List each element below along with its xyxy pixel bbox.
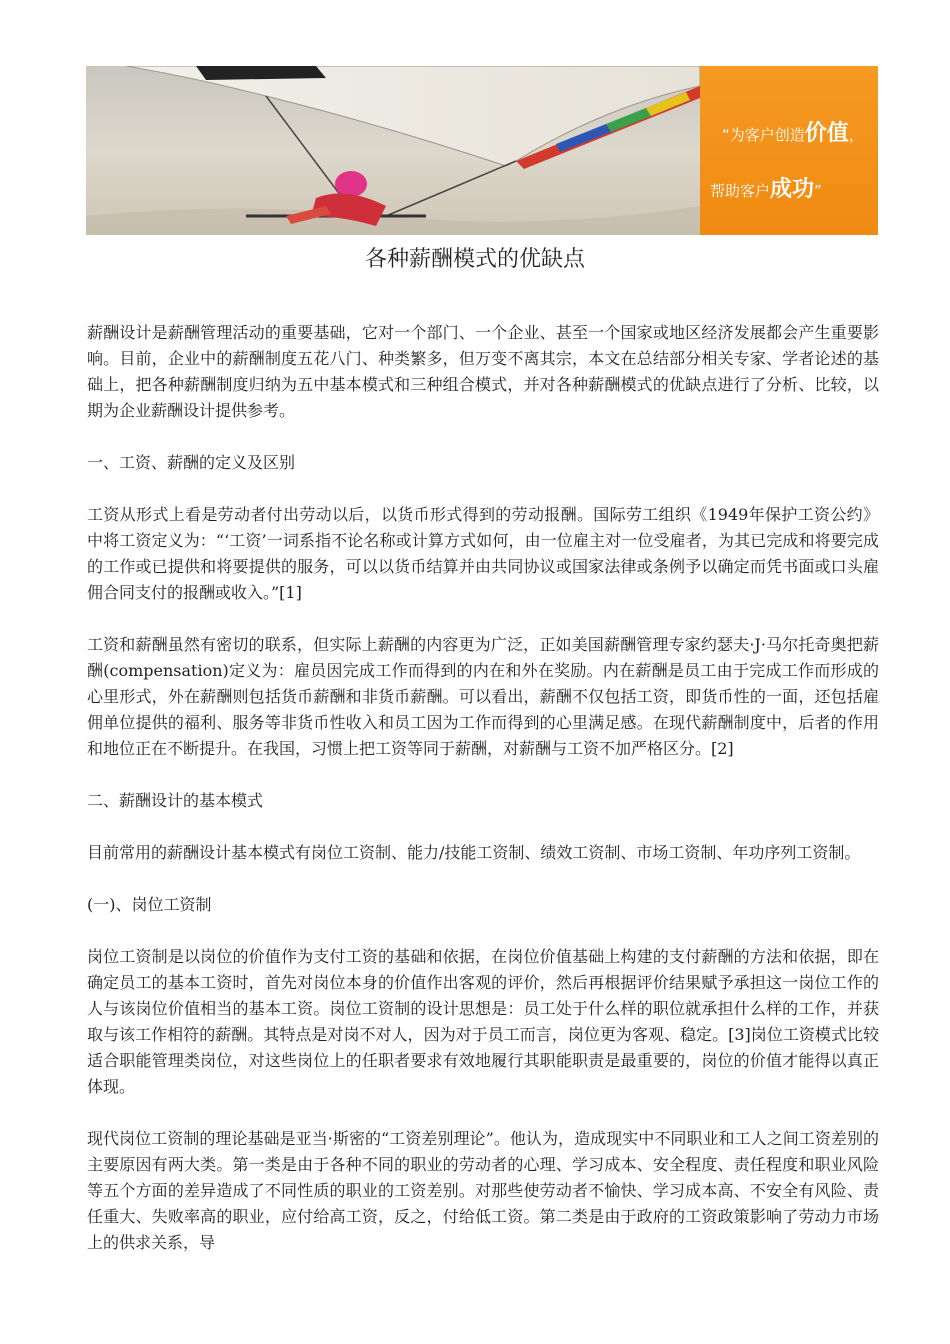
document-title: 各种薪酬模式的优缺点 <box>364 247 585 272</box>
subsection-heading: (一)、岗位工资制 <box>87 895 212 914</box>
slogan-close-quote: ” <box>814 182 822 200</box>
slogan-line-2-prefix: 帮助客户 <box>710 182 771 200</box>
body-paragraph: 岗位工资制是以岗位的价值作为支付工资的基础和依据，在岗位价值基础上构建的支付薪酬的方法和依据，即在确定员工的基本工资时，首先对岗位本身的价值作出客观的评价，然后再根据评价结果赋予承担这一岗位工作的人与该岗位价值相当的基本工资。岗位工资制的设计思想是：员工处于什么样的职位就承担什么样的工作，并获取与该工作相符的薪酬。其特点是对岗不对人，因为对于员工而言，岗位更为客观、稳定。[3]岗位工资模式比较适合职能管理类岗位，对这些岗位上的任职者要求有效地履行其职能职责是最重要的，岗位的价值才能得以真正体现。 <box>87 947 879 1096</box>
section-heading: 一、工资、薪酬的定义及区别 <box>87 453 296 472</box>
hang-glider-illustration <box>86 66 700 235</box>
hang-glider-photo <box>86 66 700 235</box>
slogan-line-1-suffix: ， <box>848 126 864 144</box>
header-banner <box>86 66 878 235</box>
slogan-open-quote: “ <box>722 126 730 144</box>
body-paragraph: 工资和薪酬虽然有密切的联系，但实际上薪酬的内容更为广泛，正如美国薪酬管理专家约瑟夫·J·马尔托奇奥把薪酬(compensation)定义为：雇员因完成工作而得到的内在和外在奖励。内在薪酬是员工由于完成工作而形成的心里形式，外在薪酬则包括货币薪酬和非货币薪酬。可以看出，薪酬不仅包括工资，即货币性的一面，还包括雇佣单位提供的福利、服务等非货币性收入和员工因为工作而得到的心里满足感。在现代薪酬制度中，后者的作用和地位正在不断提升。在我国，习惯上把工资等同于薪酬，对薪酬与工资不加严格区分。[2] <box>87 635 879 758</box>
section-heading: 二、薪酬设计的基本模式 <box>87 791 264 810</box>
body-paragraph: 工资从形式上看是劳动者付出劳动以后，以货币形式得到的劳动报酬。国际劳工组织《1949年保护工资公约》中将工资定义为：“‘工资’一词系指不论名称或计算方式如何，由一位雇主对一位受雇者，为其已完成和将要完成的工作或已提供和将要提供的服务，可以以货币结算并由共同协议或国家法律或条例予以确定而凭书面或口头雇佣合同支付的报酬或收入。”[1] <box>87 505 879 602</box>
slogan-line-2 <box>710 172 822 203</box>
slogan-line-1-emphasis: 价值 <box>804 121 849 146</box>
document-body <box>87 320 879 1282</box>
body-paragraph: 现代岗位工资制的理论基础是亚当·斯密的“工资差别理论”。他认为，造成现实中不同职业和工人之间工资差别的主要原因有两大类。第一类是由于各种不同的职业的劳动者的心理、学习成本、安全程度、责任程度和职业风险等五个方面的差异造成了不同性质的职业的工资差别。对那些使劳动者不愉快、学习成本高、不安全有风险、责任重大、失败率高的职业，应付给高工资，反之，付给低工资。第二类是由于政府的工资政策影响了劳动力市场上的供求关系，导 <box>87 1129 879 1252</box>
slogan-line-1-prefix: 为客户创造 <box>729 126 805 144</box>
slogan-panel <box>700 66 878 235</box>
intro-paragraph: 薪酬设计是薪酬管理活动的重要基础，它对一个部门、一个企业、甚至一个国家或地区经济发展都会产生重要影响。目前，企业中的薪酬制度五花八门、种类繁多，但万变不离其宗，本文在总结部分相关专家、学者论述的基础上，把各种薪酬制度归纳为五中基本模式和三种组合模式，并对各种薪酬模式的优缺点进行了分析、比较，以期为企业薪酬设计提供参考。 <box>87 323 879 420</box>
slogan-line-2-emphasis: 成功 <box>770 177 815 202</box>
slogan-line-1 <box>722 116 864 147</box>
body-paragraph: 目前常用的薪酬设计基本模式有岗位工资制、能力/技能工资制、绩效工资制、市场工资制、年功序列工资制。 <box>87 843 861 862</box>
